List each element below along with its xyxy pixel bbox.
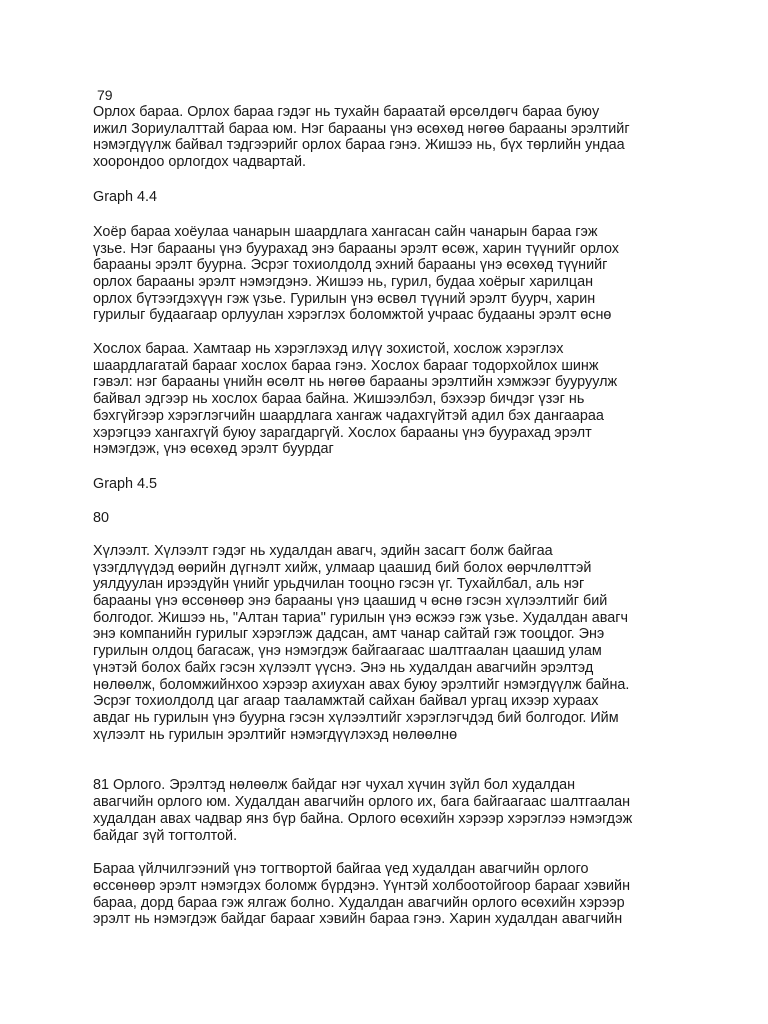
document-page bbox=[93, 86, 683, 928]
paragraph-income: 81 Орлого. Эрэлтэд нөлөөлж байдаг нэг чухал хүчин зүйл бол худалдан авагчийн орлого юм. Худалдан авагчийн орлого их, бага байгаагаас шалтгаалан худалдан авах чадвар янз бүр байна. Орлого өсөхийн хэрээр хэрэглээ нэмэгдэж байдаг зүй тогтолтой. bbox=[93, 777, 633, 844]
graph-label-4-5: Graph 4.5 bbox=[93, 475, 157, 492]
page-number-80: 80 bbox=[93, 509, 110, 526]
paragraph-complementary-goods: Хослох бараа. Хамтаар нь хэрэглэхэд илүү зохистой, хослож хэрэглэх шаардлагатай барааг хослох бараа гэнэ. Хослох барааг тодорхойлох шинж гэвэл: нэг барааны үнийн өсөлт нь нөгөө барааны эрэлтийн хэмжээг бууруулж байвал эдгээр нь хослох бараа байна. Жишээлбэл, бэхээр бичдэг үзэг нь бэхгүйгээр хэрэглэгчийн шаардлага хангаж чадахгүйтэй адил бэх дангаараа хэрэгцээ хангахгүй буюу зарагдаргүй. Хослох барааны үнэ буурахад эрэлт нэмэгдэж, үнэ өсөхөд эрэлт буурдаг bbox=[93, 341, 618, 458]
paragraph-normal-goods: Бараа үйлчилгээний үнэ тогтвортой байгаа үед худалдан авагчийн орлого өссөнөөр эрэлт нэмэгдэх боломж бүрдэнэ. Үүнтэй холбоотойгоор барааг хэвийн бараа, дорд бараа гэж ялгаж болно. Худалдан авагчийн орлого өсөхийн хэрээр эрэлт нь нэмэгдэж байдаг барааг хэвийн бараа гэнэ. Харин худалдан авагчийн bbox=[93, 861, 631, 928]
paragraph-expectations: Хүлээлт. Хүлээлт гэдэг нь худалдан авагч, эдийн засагт болж байгаа үзэгдлүүдэд өөрийн дүгнэлт хийж, улмаар цаашид бий болох өөрчлөлттэй уялдуулан ирээдүйн үнийг урьдчилан тооцно гэсэн үг. Тухайлбал, аль нэг барааны үнэ өссөнөөр энэ барааны үнэ цаашид ч өснө гэсэн хүлээлтийг бий болгодог. Жишээ нь, "Алтан тариа" гурилын үнэ өсжээ гэж үзье. Худалдан авагч энэ компанийн гурилыг хэрэглэж дадсан, амт чанар сайтай гэж тооцдог. Энэ гурилын олдоц багасаж, үнэ нэмэгдэж байгаагаас шалтгаалан цаашид улам үнэтэй болох байх гэсэн хүлээлт үүснэ. Энэ нь худалдан авагчийн эрэлтэд нөлөөлж, боломжийнхоо хэрээр ахиухан авах буюу эрэлтийг нэмэгдүүлж байна. Эсрэг тохиолдолд цаг агаар тааламжтай сайхан байвал ургац ихээр хураах авдаг нь гурилын үнэ буурна гэсэн хүлээлтийг хэрэглэгчдэд бий болгодог. Ийм хүлээлт нь гурилын эрэлтийг нэмэгдүүлэхэд нөлөөлнө bbox=[93, 542, 630, 743]
graph-label-4-4: Graph 4.4 bbox=[93, 188, 157, 205]
paragraph-substitute-example: Хоёр бараа хоёулаа чанарын шаардлага хангасан сайн чанарын бараа гэж үзье. Нэг барааны үнэ буурахад энэ барааны эрэлт өсөж, харин түүнийг орлох барааны эрэлт буурна. Эсрэг тохиолдолд эхний барааны үнэ өсөхөд түүнийг орлох барааны эрэлт нэмэгдэнэ. Жишээ нь, гурил, будаа хоёрыг харилцан орлох бүтээгдэхүүн гэж үзье. Гурилын үнэ өсвөл түүний эрэлт буурч, харин гурилыг будаагаар орлуулан хэрэглэх боломжтой учраас будааны эрэлт өснө bbox=[93, 223, 619, 324]
paragraph-substitute-goods: Орлох бараа. Орлох бараа гэдэг нь тухайн бараатай өрсөлдөгч бараа буюу ижил Зориулалттай бараа юм. Нэг барааны үнэ өсөхөд нөгөө барааны эрэлтийг нэмэгдүүлж байвал тэдгээрийг орлох бараа гэнэ. Жишээ нь, бүх төрлийн ундаа хоорондоо орлогдох чадвартай. bbox=[93, 104, 630, 171]
page-number-top: 79 bbox=[97, 87, 113, 103]
